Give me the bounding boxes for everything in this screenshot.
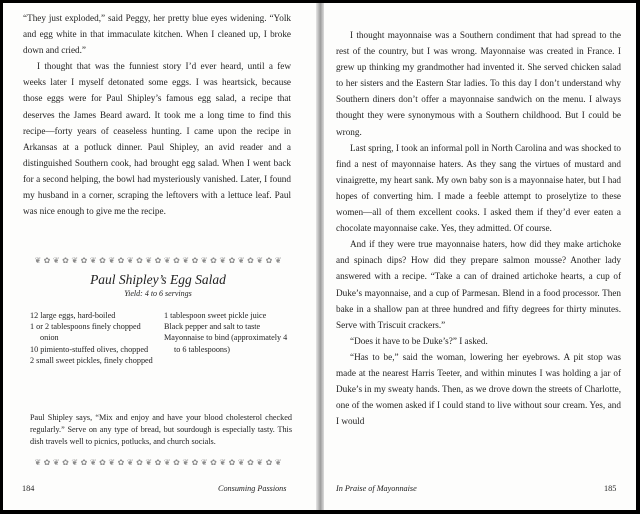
ingredient-list-right [164,310,294,355]
recipe-yield: Yield: 4 to 6 servings [124,289,192,298]
recipe-title: Paul Shipley’s Egg Salad [90,272,226,287]
frame-top [0,0,640,3]
ingredient-list-left [30,310,160,366]
page-number: 185 [604,484,617,493]
ingredient: Mayonnaise to bind (approximately 4 to 6 tablespoons) [164,333,288,354]
paragraph: “They just exploded,” said Peggy, her pretty blue eyes widening. “Yolk and egg white in that immaculate kitchen. When I cleaned up, I broke down and cried.” [23,13,291,56]
ingredient: 10 pimiento-stuffed olives, chopped [30,344,149,354]
paragraph: I thought mayonnaise was a Southern condiment that had spread to the rest of the country, but I was wrong. Mayonnaise was created in France. I grew up thinking my grandmother had invented it. She served chicken salad to her sisters and the Eastern Star ladies. To this day I don’t understand why Southern diners don’t offer a mayonnaise sandwich on the menu. I always thought they were synonymous with a Southern childhood. But I could be wrong. [336,30,621,137]
paragraph: Last spring, I took an informal poll in North Carolina and was shocked to find a nest of mayonnaise haters. As they sang the virtues of mustard and vinaigrette, my heart sank. My own baby son is a mayonnaise hater, but I had hopes of converting him. I made a feeble attempt to proselytize to these women—all of them excellent cooks. I asked them if they’d ever eaten a chocolate mayonnaise cake. Yes, they admitted. Of course. [336,142,621,234]
ingredient: 2 small sweet pickles, finely chopped [30,355,153,365]
frame-right [636,0,640,514]
left-body-text [23,10,291,219]
ornamental-border-top: ❦ ✿ ❦ ✿ ❦ ✿ ❦ ✿ ❦ ✿ ❦ ✿ ❦ ✿ ❦ ✿ ❦ ✿ ❦ ✿ ❦ ✿ ❦ ✿ ❦ ✿ ❦ [34,256,282,265]
ingredient: 12 large eggs, hard-boiled [30,311,116,320]
ingredient: Black pepper and salt to taste [164,322,261,332]
ornamental-border-bottom: ❦ ✿ ❦ ✿ ❦ ✿ ❦ ✿ ❦ ✿ ❦ ✿ ❦ ✿ ❦ ✿ ❦ ✿ ❦ ✿ ❦ ✿ ❦ ✿ ❦ ✿ ❦ [34,458,282,467]
ingredient: 1 or 2 tablespoons finely chopped onion [30,322,141,343]
ingredient: 1 tablespoon sweet pickle juice [164,311,267,320]
paragraph: “Does it have to be Duke’s?” I asked. [350,335,488,346]
frame-bottom [0,510,640,514]
right-page [322,0,640,514]
running-title: Consuming Passions [218,484,287,493]
paragraph: “Has to be,” said the woman, lowering her eyebrows. A pit stop was made at the nearest Harris Teeter, and within minutes I was holding a jar of Duke’s in my sweaty hands. Then, as we drove down the streets of Charlotte, one of the women asked if I could stand to live without sour cream. Yes, and I would [336,351,621,427]
paragraph: I thought that was the funniest story I’d ever heard, until a few weeks later I myself detonated some eggs. I was heartsick, because those eggs were for Paul Shipley’s famous egg salad, a recipe that deserves the James Beard award. It took me a long time to find this recipe—forty years of ceaseless hunting. I came upon the recipe in Arkansas at a potluck dinner. Paul Shipley, an avid reader and a distinguished Southern cook, had brought egg salad. When I went back for a second helping, the bowl had mysteriously vanished. Later, I found my husband in a corner, scraping the leftovers with a lettuce leaf. Paul was nice enough to give me the recipe. [23,61,291,217]
recipe-note: Paul Shipley says, “Mix and enjoy and have your blood cholesterol checked regularly.” Serve on any type of bread, but sourdough is especially tasty. This dish travels well to picnics, potlucks, and church socials. [30,413,292,446]
paragraph: And if they were true mayonnaise haters, how did they make artichoke and spinach dips? How did they prepare salmon mousse? Another lady answered with a recipe. “Take a can of drained artichoke hearts, a cup of Duke’s mayonnaise, and a cup of Parmesan. Blend in a food processor. Then bake in a shallow pan at three hundred and fifty degrees for thirty minutes. Serve with Triscuit crackers.” [336,239,621,330]
frame-left [0,0,3,514]
running-title: In Praise of Mayonnaise [336,484,417,493]
right-body-text [336,27,621,429]
page-number: 184 [22,484,35,493]
